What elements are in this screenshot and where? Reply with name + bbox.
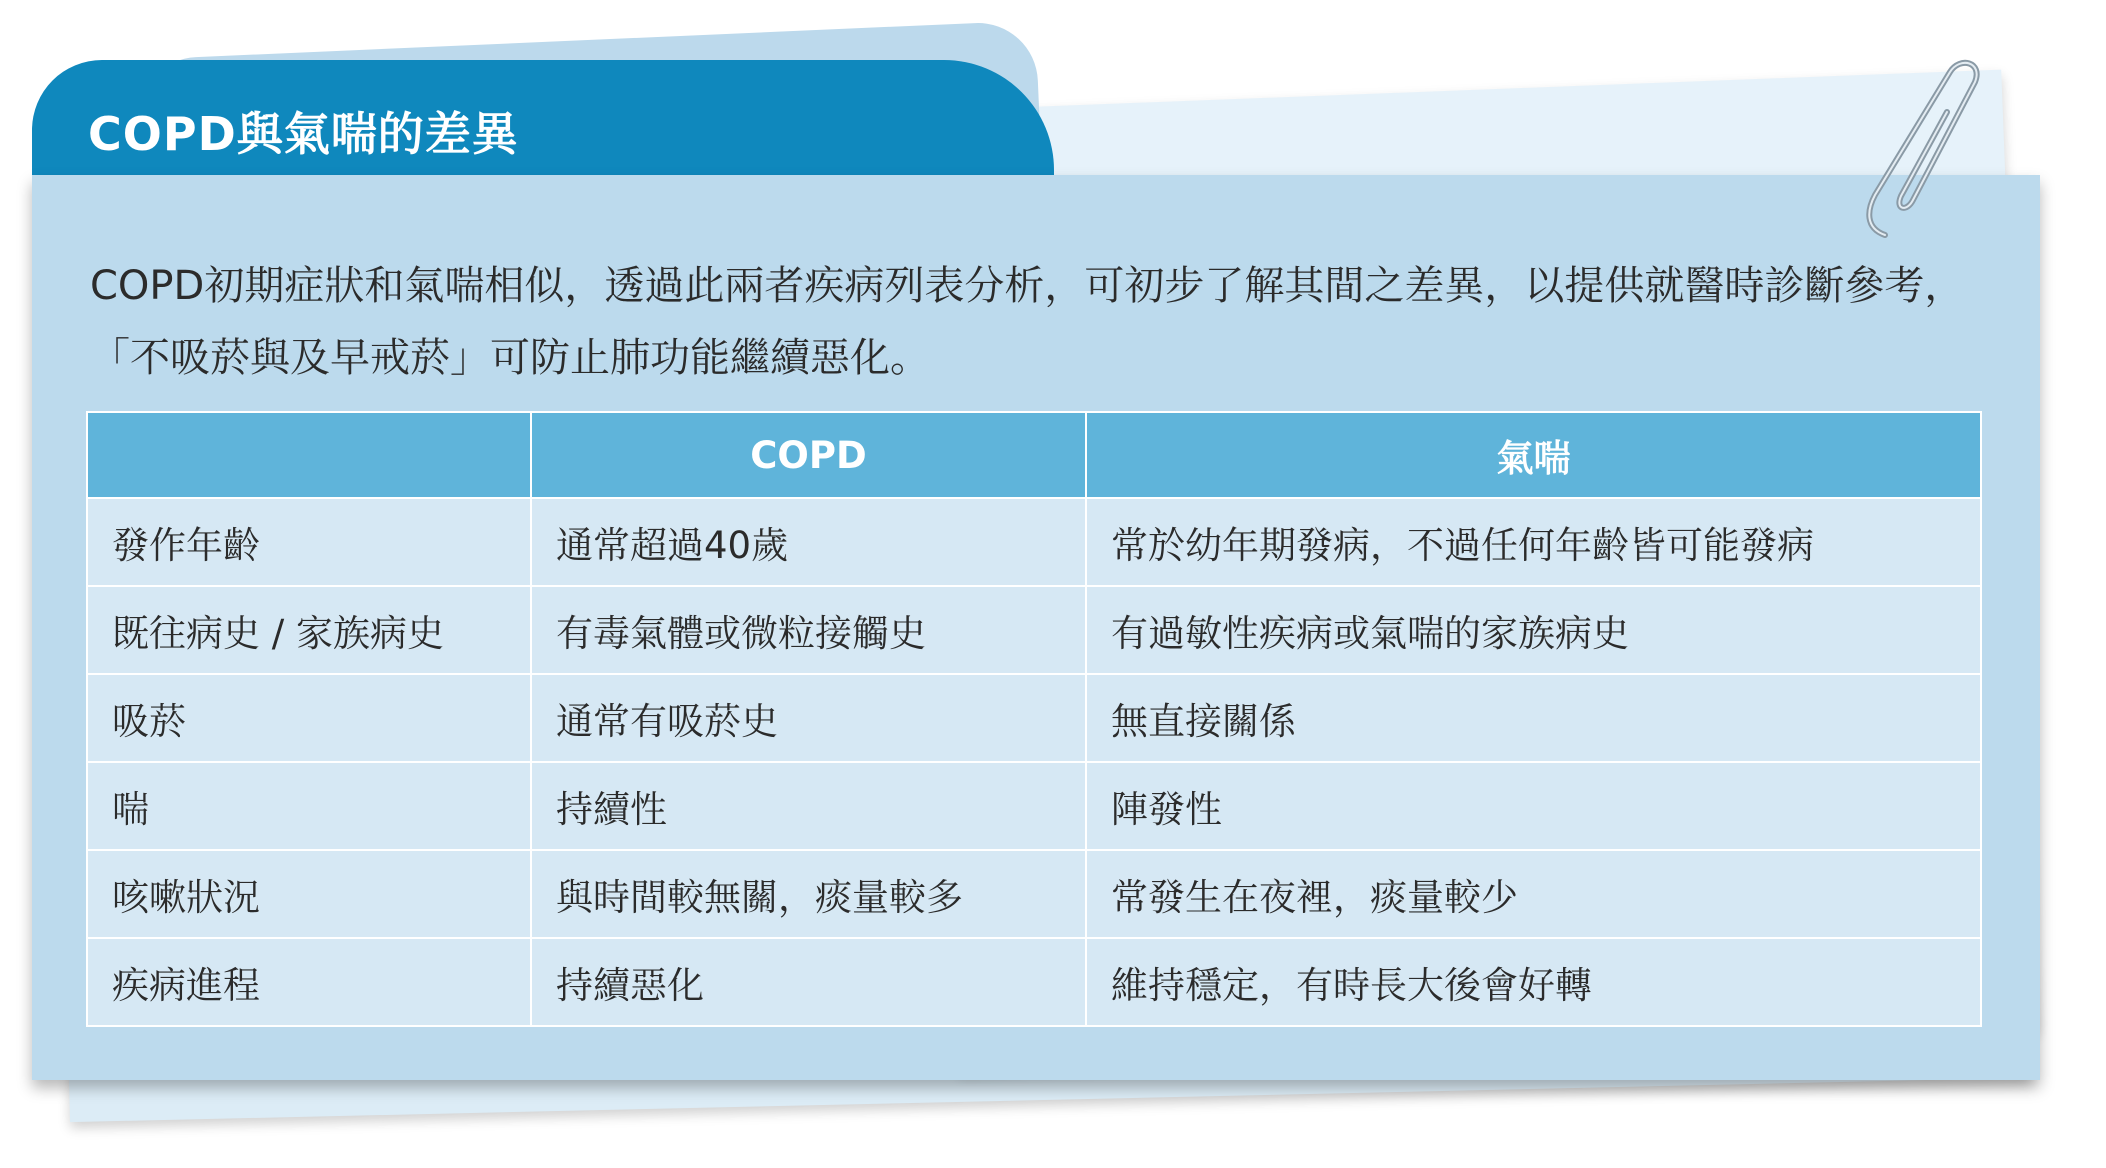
copd-cell: 通常有吸菸史 xyxy=(531,674,1086,762)
header-cell-asthma: 氣喘 xyxy=(1086,412,1981,498)
header-cell-copd: COPD xyxy=(531,412,1086,498)
asthma-cell: 有過敏性疾病或氣喘的家族病史 xyxy=(1086,586,1981,674)
asthma-cell: 常發生在夜裡，痰量較少 xyxy=(1086,850,1981,938)
asthma-cell: 無直接關係 xyxy=(1086,674,1981,762)
table-header-row xyxy=(87,412,1981,498)
row-label: 既往病史 / 家族病史 xyxy=(87,586,531,674)
table-row xyxy=(87,850,1981,938)
row-label: 發作年齡 xyxy=(87,498,531,586)
copd-cell: 與時間較無關，痰量較多 xyxy=(531,850,1086,938)
asthma-cell: 陣發性 xyxy=(1086,762,1981,850)
intro-paragraph: COPD初期症狀和氣喘相似，透過此兩者疾病列表分析，可初步了解其間之差異，以提供就醫時診斷參考，「不吸菸與及早戒菸」可防止肺功能繼續惡化。 xyxy=(90,263,1965,381)
table-row xyxy=(87,586,1981,674)
copd-cell: 有毒氣體或微粒接觸史 xyxy=(531,586,1086,674)
comparison-table xyxy=(86,411,1982,1027)
table-row xyxy=(87,938,1981,1026)
table-row xyxy=(87,674,1981,762)
card-title: COPD與氣喘的差異 xyxy=(88,107,519,161)
copd-cell: 持續性 xyxy=(531,762,1086,850)
copd-cell: 持續惡化 xyxy=(531,938,1086,1026)
table-row xyxy=(87,498,1981,586)
header-cell xyxy=(87,412,531,498)
row-label: 疾病進程 xyxy=(87,938,531,1026)
copd-cell: 通常超過40歲 xyxy=(531,498,1086,586)
table-row xyxy=(87,762,1981,850)
paperclip-icon xyxy=(1845,50,1985,250)
row-label: 吸菸 xyxy=(87,674,531,762)
row-label: 咳嗽狀況 xyxy=(87,850,531,938)
asthma-cell: 常於幼年期發病，不過任何年齡皆可能發病 xyxy=(1086,498,1981,586)
row-label: 喘 xyxy=(87,762,531,850)
asthma-cell: 維持穩定，有時長大後會好轉 xyxy=(1086,938,1981,1026)
